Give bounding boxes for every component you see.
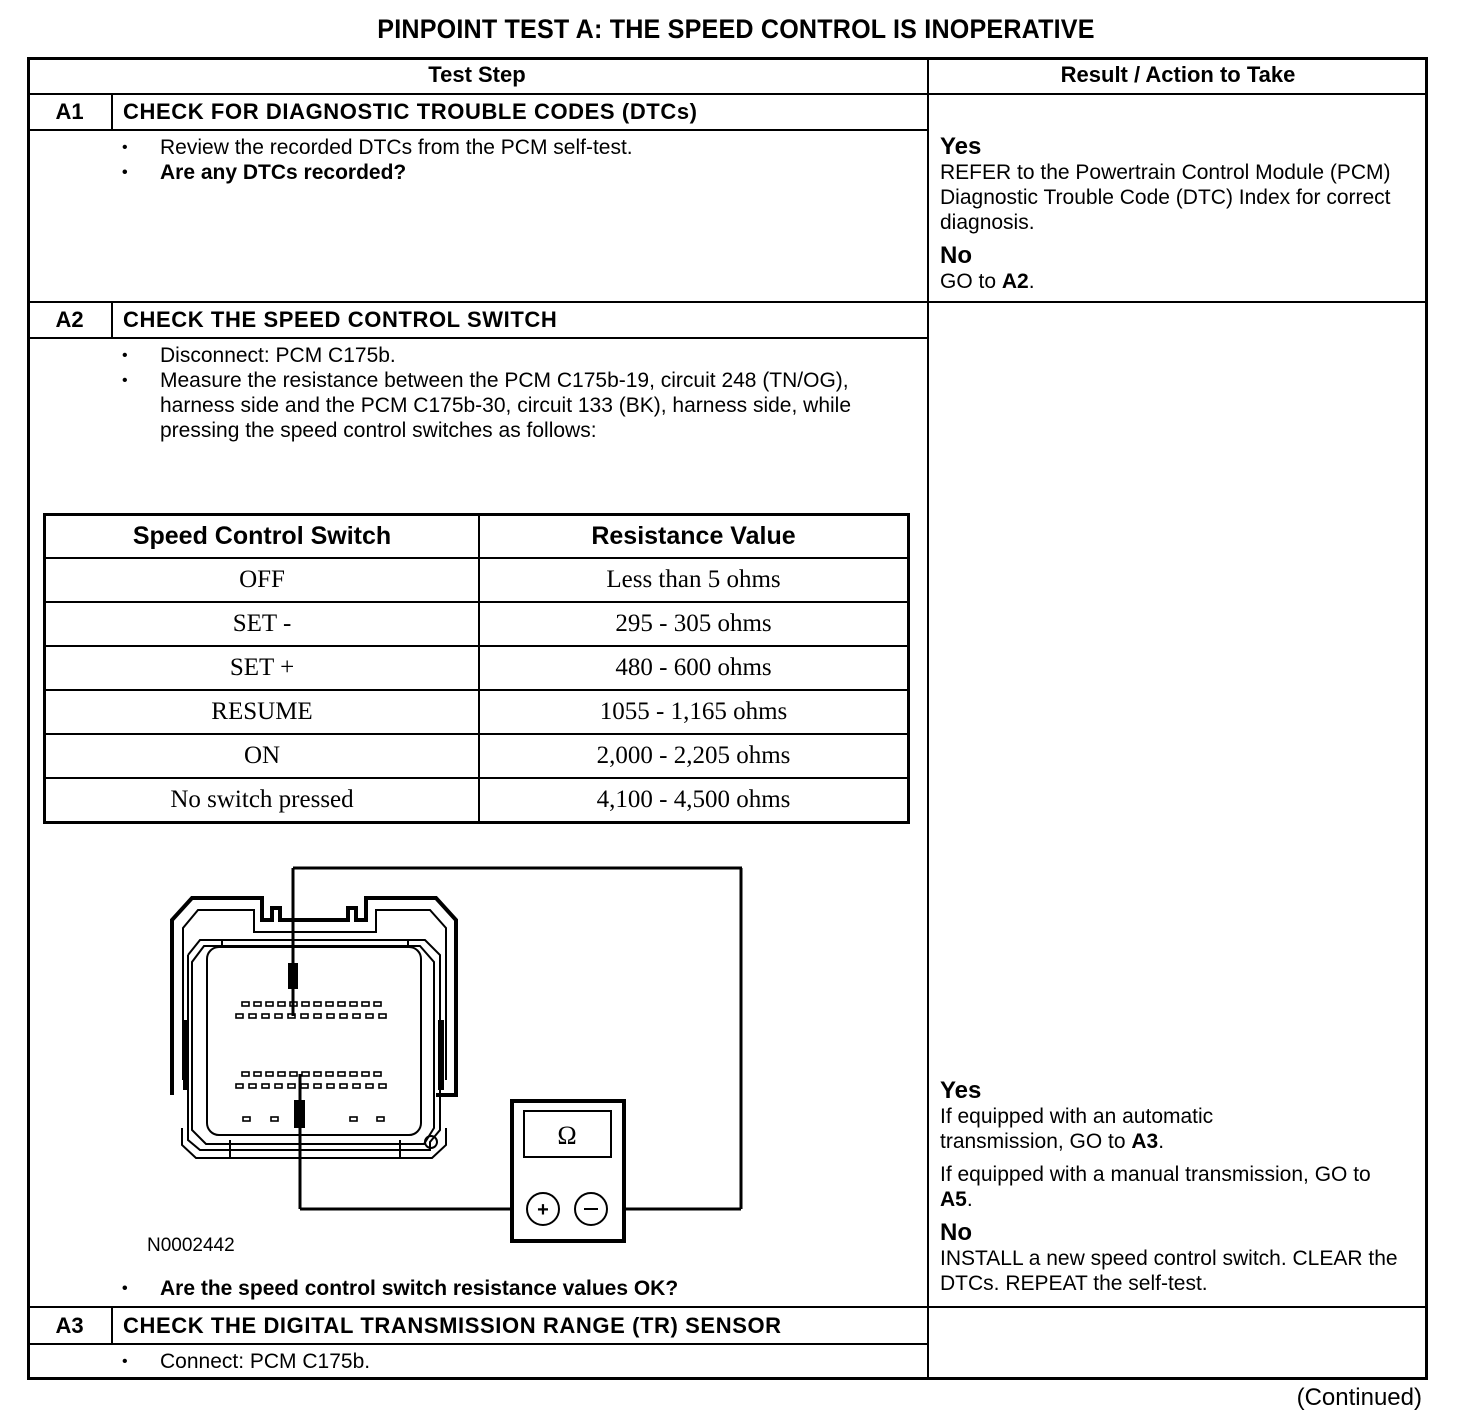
- table-row: [45, 778, 909, 823]
- plus-terminal-icon: +: [537, 1199, 549, 1221]
- figure-id: N0002442: [147, 1235, 235, 1256]
- resistance-cell: 2,000 - 2,205 ohms: [479, 734, 909, 778]
- step-title-a2: CHECK THE SPEED CONTROL SWITCH: [123, 307, 558, 332]
- resistance-cell: 1055 - 1,165 ohms: [479, 690, 909, 734]
- step-link-a2[interactable]: A2: [1001, 270, 1029, 293]
- row-divider: [27, 337, 928, 339]
- resistance-table: [43, 513, 910, 824]
- step-link-a3[interactable]: A3: [1131, 1130, 1159, 1153]
- continued-label: (Continued): [1296, 1384, 1422, 1411]
- step-a3-bullets: [120, 1349, 900, 1374]
- row-divider: [27, 93, 1428, 95]
- yes-label: Yes: [940, 133, 982, 160]
- switch-cell: ON: [45, 734, 480, 778]
- ohm-icon: Ω: [557, 1121, 577, 1150]
- yes-label: Yes: [940, 1077, 982, 1104]
- connector-pins: [236, 1002, 386, 1121]
- column-header: Speed Control Switch: [45, 515, 480, 559]
- no-action: GO to A2.: [940, 270, 1035, 293]
- result-a1: [940, 134, 1420, 302]
- page-title: PINPOINT TEST A: THE SPEED CONTROL IS INOPERATIVE: [377, 14, 1095, 44]
- resistance-cell: 480 - 600 ohms: [479, 646, 909, 690]
- table-row: [45, 602, 909, 646]
- step-id-a1: A1: [55, 99, 84, 124]
- step-link-a5[interactable]: A5: [940, 1188, 967, 1211]
- table-row: [45, 646, 909, 690]
- step-a2-question: [120, 1276, 910, 1301]
- connector-shell: [172, 898, 456, 1095]
- yes-action-automatic: If equipped with an automatic transmission, GO to A3.: [940, 1105, 1214, 1153]
- bullet-item: • Measure the resistance between the PCM C175b-19, circuit 248 (TN/OG), harness side and the PCM C175b-30, circuit 133 (BK), harness side, while pressing the speed control switches as follows:: [120, 368, 890, 443]
- switch-cell: No switch pressed: [45, 778, 480, 823]
- no-label: No: [940, 242, 972, 269]
- step-title-a3: CHECK THE DIGITAL TRANSMISSION RANGE (TR) SENSOR: [123, 1313, 782, 1338]
- yes-action: REFER to the Powertrain Control Module (PCM) Diagnostic Trouble Code (DTC) Index for correct diagnosis.: [940, 161, 1391, 234]
- switch-cell: OFF: [45, 558, 480, 602]
- row-divider: [27, 129, 928, 131]
- bullet-item: • Connect: PCM C175b.: [120, 1349, 900, 1374]
- connector-ohmmeter-diagram: [140, 860, 760, 1250]
- step-id-a2: A2: [55, 307, 84, 332]
- step-a2-bullets: [120, 343, 890, 443]
- step-a1-bullets: [120, 135, 900, 185]
- bullet-question: • Are the speed control switch resistance values OK?: [120, 1276, 910, 1301]
- resistance-cell: Less than 5 ohms: [479, 558, 909, 602]
- resistance-cell: 295 - 305 ohms: [479, 602, 909, 646]
- table-row: [45, 558, 909, 602]
- table-row: [45, 734, 909, 778]
- bullet-item: • Disconnect: PCM C175b.: [120, 343, 890, 368]
- table-header-row: [45, 515, 909, 559]
- no-action: INSTALL a new speed control switch. CLEAR the DTCs. REPEAT the self-test.: [940, 1247, 1398, 1295]
- row-divider: [27, 1343, 928, 1345]
- result-a2: [940, 1078, 1420, 1304]
- step-title-a1: CHECK FOR DIAGNOSTIC TROUBLE CODES (DTCs): [123, 99, 698, 124]
- ohmmeter: [512, 1101, 624, 1241]
- step-id-a3: A3: [55, 1313, 84, 1338]
- header-result-action: Result / Action to Take: [1060, 62, 1296, 87]
- bullet-question: • Are any DTCs recorded?: [120, 160, 900, 185]
- resistance-cell: 4,100 - 4,500 ohms: [479, 778, 909, 823]
- column-divider: [927, 57, 929, 1380]
- column-header: Resistance Value: [479, 515, 909, 559]
- switch-cell: SET -: [45, 602, 480, 646]
- yes-action-manual: If equipped with a manual transmission, GO to A5.: [940, 1163, 1371, 1211]
- row-divider: [27, 1306, 1428, 1308]
- switch-cell: RESUME: [45, 690, 480, 734]
- switch-cell: SET +: [45, 646, 480, 690]
- table-row: [45, 690, 909, 734]
- bullet-item: • Review the recorded DTCs from the PCM self-test.: [120, 135, 900, 160]
- no-label: No: [940, 1219, 972, 1246]
- header-test-step: Test Step: [428, 62, 526, 87]
